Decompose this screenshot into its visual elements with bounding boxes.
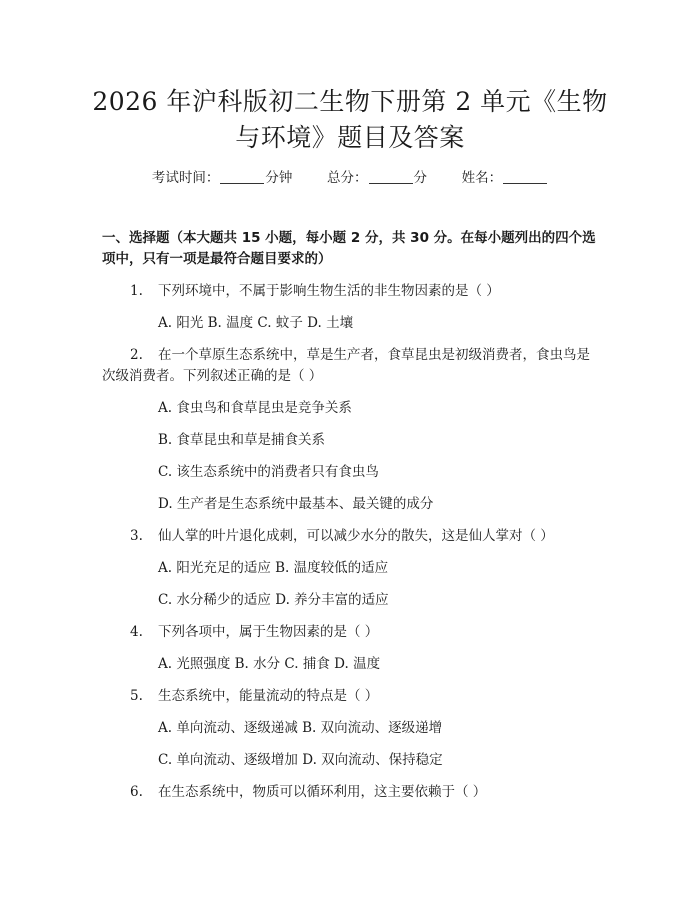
- question-text-line1: 在一个草原生态系统中，草是生产者，食草昆虫是初级消费者，食虫鸟是: [158, 347, 590, 363]
- student-name: [462, 168, 549, 188]
- question-number: 1.: [130, 283, 143, 299]
- question-6: [130, 782, 486, 802]
- question-text: 在生态系统中，物质可以循环利用，这主要依赖于（ ）: [158, 784, 487, 800]
- question-2-option-b: B. 食草昆虫和草是捕食关系: [158, 432, 326, 448]
- question-number: 2.: [130, 347, 143, 363]
- student-name-label: 姓名：: [461, 170, 503, 186]
- question-1: [130, 281, 500, 301]
- exam-time-unit: 分钟: [265, 170, 293, 186]
- exam-time: [152, 168, 293, 188]
- question-1-options: A. 阳光 B. 温度 C. 蚊子 D. 土壤: [158, 315, 354, 331]
- question-5-options-ab: A. 单向流动、逐级递减 B. 双向流动、逐级递增: [158, 720, 443, 736]
- document-title-line2: 与环境》题目及答案: [235, 123, 465, 152]
- exam-time-label: 考试时间：: [151, 170, 220, 186]
- student-name-blank: [503, 169, 547, 184]
- exam-time-blank: [220, 169, 264, 184]
- question-number: 4.: [130, 624, 143, 640]
- question-text: 生态系统中，能量流动的特点是（ ）: [158, 688, 379, 704]
- section-header-line1: 一、选择题（本大题共 15 小题，每小题 2 分，共 30 分。在每小题列出的四个选: [102, 230, 596, 246]
- total-score: [327, 168, 427, 188]
- question-text: 下列环境中，不属于影响生物生活的非生物因素的是（ ）: [158, 283, 500, 299]
- question-number: 6.: [130, 784, 143, 800]
- question-2-option-d: D. 生产者是生态系统中最基本、最关键的成分: [158, 496, 434, 512]
- question-2-option-c: C. 该生态系统中的消费者只有食虫鸟: [158, 464, 379, 480]
- total-score-label: 总分：: [327, 170, 368, 186]
- question-2: [102, 345, 602, 387]
- question-text: 下列各项中，属于生物因素的是（ ）: [158, 624, 379, 640]
- question-2-option-a: A. 食虫鸟和食草昆虫是竞争关系: [158, 400, 352, 416]
- question-number: 3.: [130, 528, 143, 544]
- question-3: [130, 526, 554, 546]
- question-5: [130, 686, 378, 706]
- question-4-options: A. 光照强度 B. 水分 C. 捕食 D. 温度: [158, 656, 381, 672]
- question-3-options-cd: C. 水分稀少的适应 D. 养分丰富的适应: [158, 592, 389, 608]
- question-text-line2: 次级消费者。下列叙述正确的是（ ）: [102, 368, 323, 384]
- section-header-choice: [102, 228, 602, 270]
- document-title-line1: 2026 年沪科版初二生物下册第 2 单元《生物: [92, 87, 608, 116]
- question-5-options-cd: C. 单向流动、逐级增加 D. 双向流动、保持稳定: [158, 752, 443, 768]
- question-3-options-ab: A. 阳光充足的适应 B. 温度较低的适应: [158, 560, 389, 576]
- question-number: 5.: [130, 688, 143, 704]
- total-score-blank: [369, 169, 413, 184]
- exam-info-row: [0, 168, 700, 188]
- total-score-unit: 分: [413, 170, 427, 186]
- question-text: 仙人掌的叶片退化成刺，可以减少水分的散失，这是仙人掌对（ ）: [158, 528, 554, 544]
- section-header-line2: 项中，只有一项是最符合题目要求的）: [102, 251, 332, 267]
- question-4: [130, 622, 378, 642]
